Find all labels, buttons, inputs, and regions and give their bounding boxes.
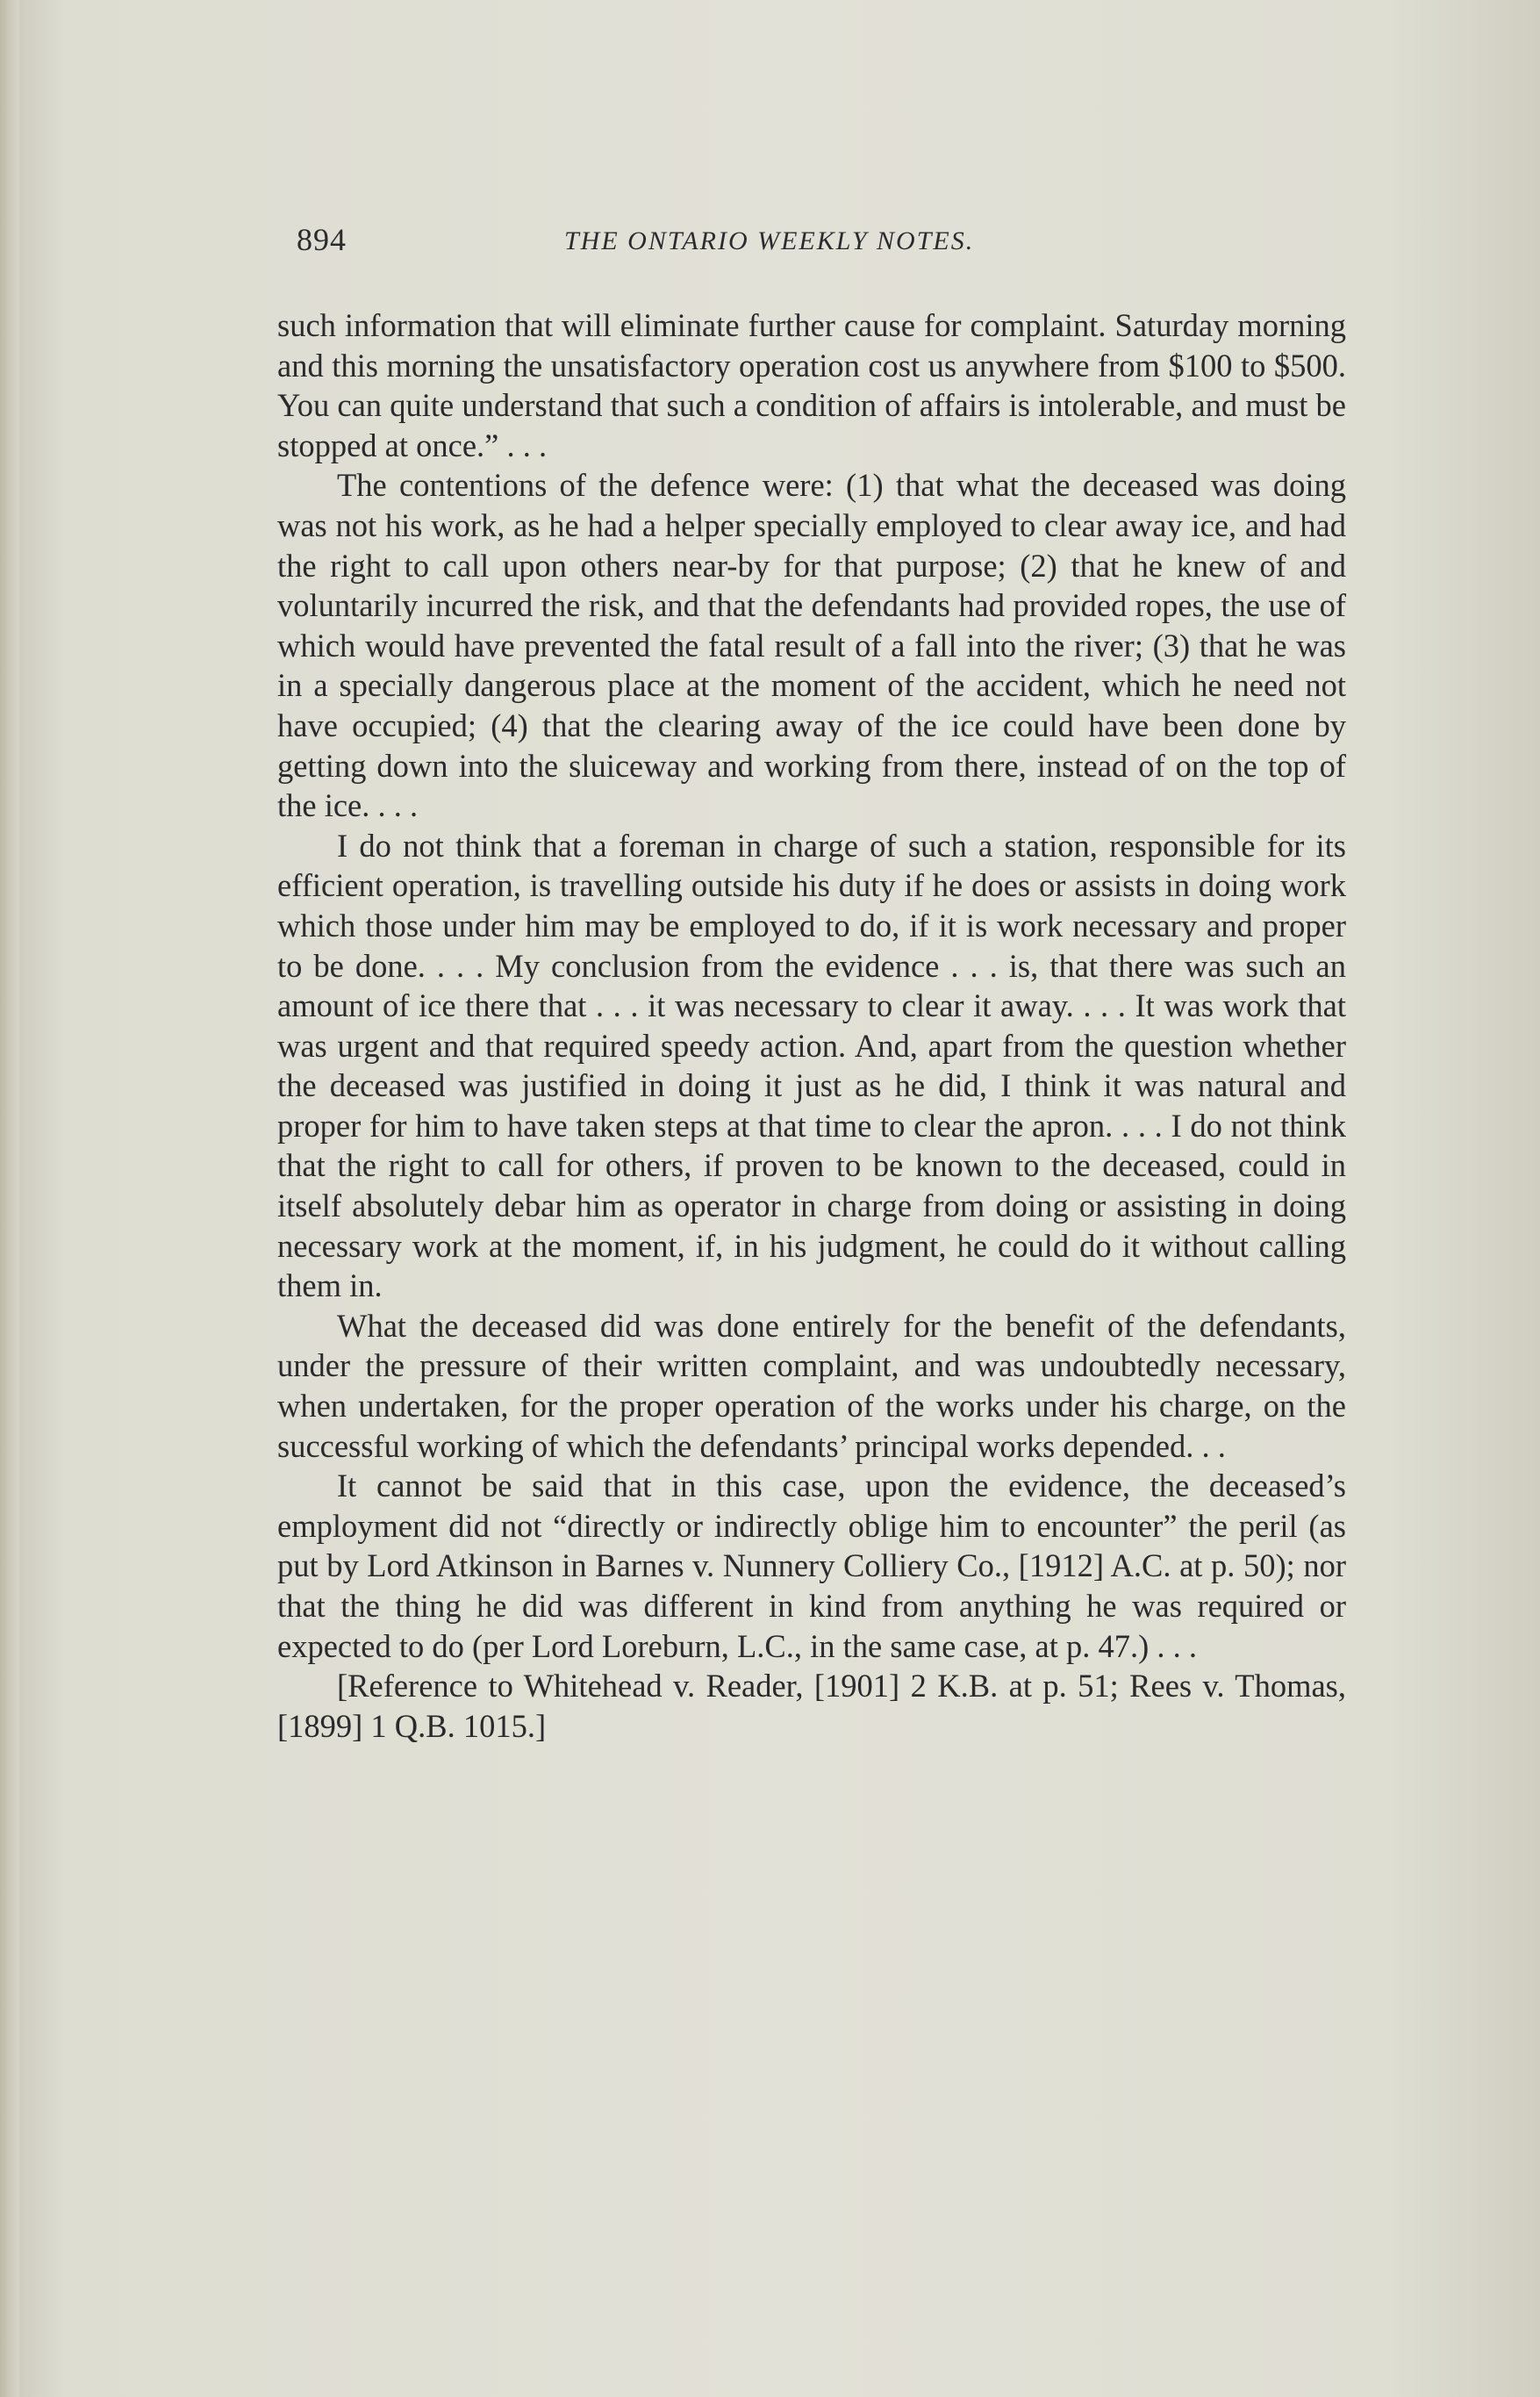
paragraph-continuation: such information that will eliminate further cause for complaint. Saturday morning and this morning the unsatisfactory operation cost us anywhere from $100 to $500. You can quite understand that such a condition of affairs is intolerable, and must be stopped at once.” . . . [277,307,1346,463]
page-number: 894 [297,222,347,257]
page-header [297,221,1350,265]
body-text [277,305,1346,1746]
paragraph-defence-contentions: The contentions of the defence were: (1) that what the deceased was doing was not his work, as he had a helper specially employed to clear away ice, and had the right to call upon others near-by for that purpose; (2) that he knew of and voluntarily incurred the risk, and that the defendants had provided ropes, the use of which would have prevented the fatal result of a fall into the river; (3) that he was in a specially dangerous place at the moment of the accident, which he need not have occupied; (4) that the clearing away of the ice could have been done by getting down into the sluiceway and working from there, instead of on the top of the ice. . . . [277,467,1346,824]
paragraph-foreman-duty: I do not think that a foreman in charge of such a station, responsible for its efficient operation, is travelling outside his duty if he does or assists in doing work which those under him may be employed to do, if it is work necessary and proper to be done. . . . My conclusion from the evidence . . . is, that there was such an amount of ice there that . . . it was necessary to clear it away. . . . It was work that was urgent and that required speedy action. And, apart from the question whether the deceased was justified in doing it just as he did, I think it was natural and proper for him to have taken steps at that time to clear the apron. . . . I do not think that the right to call for others, if proven to be known to the deceased, could in itself absolutely debar him as operator in charge from doing or assisting in doing necessary work at the moment, if, in his judgment, he could do it without calling them in. [277,827,1346,1304]
paragraph-benefit-of-defendants: What the deceased did was done entirely for the benefit of the defendants, under the pressure of their written complaint, and was undoubtedly necessary, when undertaken, for the proper operation of the works under his charge, on the successful working of which the defendants’ principal works depended. . . [277,1307,1346,1464]
paragraph-references: [Reference to Whitehead v. Reader, [1901] 2 K.B. at p. 51; Rees v. Thomas, [1899] 1 Q.B. 1015.] [277,1668,1346,1744]
paragraph-employment-peril: It cannot be said that in this case, upon the evidence, the deceased’s employment did not “directly or indirectly oblige him to encounter” the peril (as put by Lord Atkinson in Barnes v. Nunnery Colliery Co., [1912] A.C. at p. 50); nor that the thing he did was different in kind from anything he was required or expected to do (per Lord Loreburn, L.C., in the same case, at p. 47.) . . . [277,1468,1346,1664]
running-title: THE ONTARIO WEEKLY NOTES. [564,226,975,255]
page-binding-edge [0,0,19,2397]
